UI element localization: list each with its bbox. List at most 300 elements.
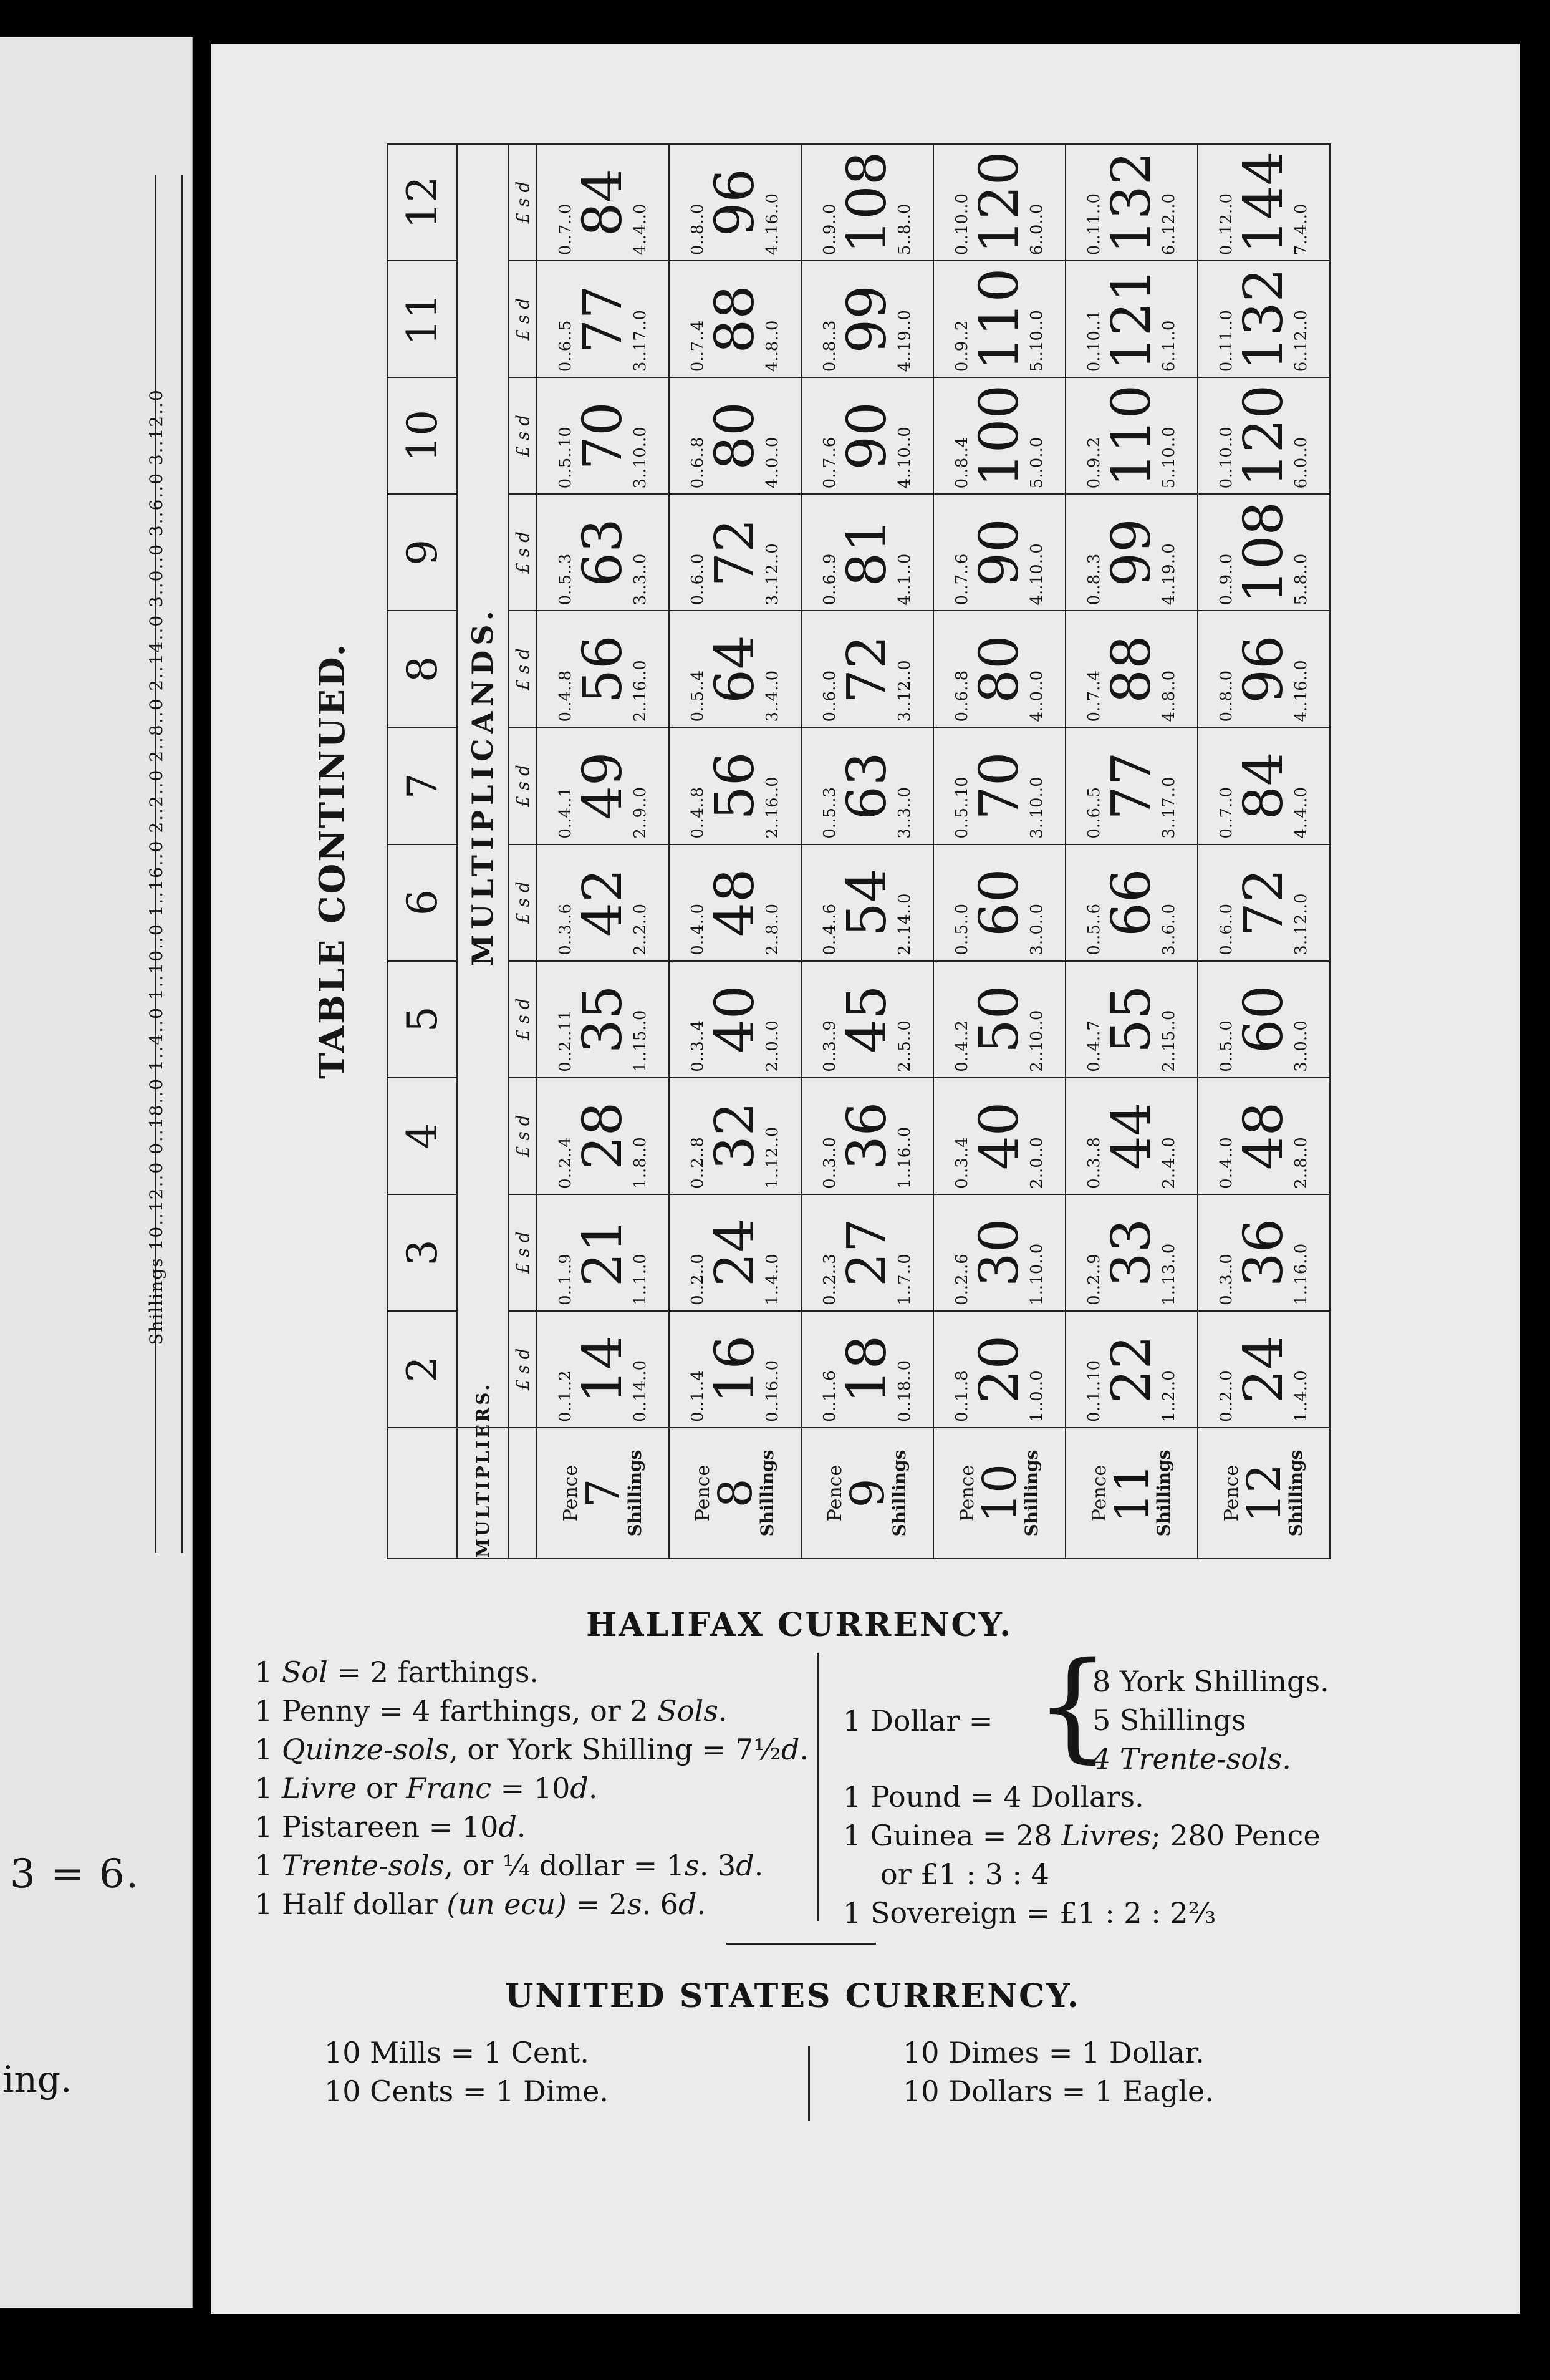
cell-big: 35 bbox=[571, 985, 634, 1053]
table-cell bbox=[1066, 728, 1198, 844]
column-header: 4 bbox=[387, 1078, 457, 1194]
cell-top: 0..7..6 bbox=[820, 437, 839, 489]
cell-big: 100 bbox=[968, 384, 1031, 487]
dollar-equivalent: 4 Trente-sols. bbox=[1092, 1742, 1291, 1776]
cell-bot: 3..3..0 bbox=[631, 553, 650, 606]
cell-big: 72 bbox=[1232, 868, 1295, 937]
cell-top: 0..10..0 bbox=[1216, 427, 1236, 489]
cell-bot: 4..8..0 bbox=[1160, 670, 1179, 722]
cell-bot: 6..0..0 bbox=[1028, 203, 1047, 256]
table-cell bbox=[1198, 1078, 1330, 1194]
shillings-label: Shillings bbox=[1153, 1449, 1174, 1537]
table-cell bbox=[669, 728, 801, 844]
cell-top: 0..6..8 bbox=[688, 437, 707, 489]
cell-big: 121 bbox=[1100, 268, 1163, 370]
unit-header: £ s d bbox=[508, 961, 537, 1078]
left-equation: 3 = 6. bbox=[10, 1851, 140, 1897]
cell-bot: 3..17..0 bbox=[631, 310, 650, 372]
cell-top: 0..3..4 bbox=[688, 1020, 707, 1072]
cell-bot: 3..3..0 bbox=[895, 786, 915, 839]
cell-big: 20 bbox=[968, 1335, 1031, 1404]
cell-top: 0..10..0 bbox=[952, 193, 971, 256]
cell-big: 50 bbox=[968, 985, 1031, 1053]
table-cell bbox=[933, 844, 1066, 961]
cell-top: 0..2..6 bbox=[952, 1254, 971, 1305]
cell-top: 0..2..4 bbox=[556, 1137, 575, 1189]
cell-big: 70 bbox=[571, 402, 634, 470]
cell-big: 90 bbox=[968, 518, 1031, 587]
cell-bot: 1..10..0 bbox=[1028, 1243, 1047, 1305]
table-cell bbox=[1066, 261, 1198, 377]
table-cell bbox=[801, 144, 933, 261]
unit-header: £ s d bbox=[508, 844, 537, 961]
unit-header: £ s d bbox=[508, 1311, 537, 1428]
table-cell bbox=[537, 261, 669, 377]
cell-big: 84 bbox=[1232, 752, 1295, 820]
cell-bot: 0..14..0 bbox=[631, 1360, 650, 1422]
cell-bot: 1..1..0 bbox=[631, 1254, 650, 1305]
us-item: 10 Mills = 1 Cent. bbox=[324, 2036, 589, 2069]
cell-bot: 1..0..0 bbox=[1028, 1370, 1047, 1422]
multiplication-table bbox=[387, 143, 1331, 1559]
cell-big: 18 bbox=[835, 1335, 898, 1404]
unit-header: £ s d bbox=[508, 1194, 537, 1311]
table-cell bbox=[1198, 261, 1330, 377]
cell-big: 45 bbox=[835, 985, 898, 1053]
cell-big: 32 bbox=[703, 1101, 766, 1171]
cell-bot: 2..0..0 bbox=[1028, 1137, 1047, 1189]
cell-bot: 1..4..0 bbox=[763, 1254, 782, 1305]
table-cell bbox=[669, 844, 801, 961]
cell-big: 81 bbox=[835, 518, 898, 587]
cell-top: 0..8..0 bbox=[1216, 670, 1236, 722]
cell-bot: 6..12..0 bbox=[1160, 193, 1179, 256]
table-cell bbox=[1066, 961, 1198, 1078]
pence-label: Pence bbox=[824, 1464, 846, 1522]
table-cell bbox=[1066, 611, 1198, 727]
table-cell bbox=[669, 1078, 801, 1194]
column-header: 11 bbox=[387, 261, 457, 377]
table-cell bbox=[801, 728, 933, 844]
cell-top: 0..6..0 bbox=[1216, 904, 1236, 955]
cell-bot: 4..0..0 bbox=[1028, 670, 1047, 722]
cell-bot: 5..10..0 bbox=[1028, 310, 1047, 372]
table-cell bbox=[1066, 1194, 1198, 1311]
left-page bbox=[0, 37, 193, 2308]
unit-header: £ s d bbox=[508, 728, 537, 844]
cell-top: 0..6..0 bbox=[820, 670, 839, 722]
cell-bot: 0..18..0 bbox=[895, 1360, 915, 1422]
cell-top: 0..6..8 bbox=[952, 670, 971, 722]
section-separator bbox=[726, 1943, 876, 1945]
cell-big: 49 bbox=[571, 752, 634, 820]
us-title: UNITED STATES CURRENCY. bbox=[505, 1977, 1081, 2015]
cell-big: 48 bbox=[703, 868, 766, 937]
cell-top: 0..5..0 bbox=[1216, 1020, 1236, 1072]
cell-top: 0..9..0 bbox=[1216, 553, 1236, 606]
cell-top: 0..6..0 bbox=[688, 553, 707, 606]
cell-top: 0..1..9 bbox=[556, 1254, 575, 1305]
unit-header: £ s d bbox=[508, 611, 537, 727]
us-item: 10 Dollars = 1 Eagle. bbox=[903, 2074, 1214, 2108]
cell-top: 0..4..7 bbox=[1084, 1020, 1104, 1072]
halifax-item: 1 Penny = 4 farthings, or 2 Sols. bbox=[254, 1694, 728, 1728]
cell-big: 84 bbox=[571, 168, 634, 237]
cell-big: 40 bbox=[703, 985, 766, 1053]
table-cell bbox=[1198, 144, 1330, 261]
cell-big: 24 bbox=[703, 1218, 766, 1287]
cell-bot: 6..12..0 bbox=[1292, 310, 1311, 372]
cell-big: 56 bbox=[571, 635, 634, 704]
halifax-item: 1 Half dollar (un ecu) = 2s. 6d. bbox=[254, 1887, 706, 1921]
multiplier-value: 10 bbox=[973, 1463, 1027, 1523]
table-cell bbox=[1066, 1311, 1198, 1428]
table-row bbox=[933, 144, 1066, 1559]
multiplier-value: 8 bbox=[709, 1478, 763, 1508]
cell-top: 0..6..9 bbox=[820, 553, 839, 606]
table-cell bbox=[1066, 844, 1198, 961]
cell-bot: 3..12..0 bbox=[1292, 893, 1311, 955]
cell-bot: 2..9..0 bbox=[631, 786, 650, 839]
cell-big: 132 bbox=[1100, 151, 1163, 254]
cell-big: 55 bbox=[1100, 985, 1163, 1053]
table-cell bbox=[933, 494, 1066, 611]
cell-top: 0..2..3 bbox=[820, 1254, 839, 1305]
cell-top: 0..8..3 bbox=[1084, 553, 1104, 606]
cell-top: 0..8..0 bbox=[688, 203, 707, 256]
cell-top: 0..5..3 bbox=[556, 553, 575, 606]
cell-bot: 2..16..0 bbox=[631, 660, 650, 722]
table-cell bbox=[1066, 494, 1198, 611]
cell-big: 36 bbox=[835, 1101, 898, 1171]
us-item: 10 Cents = 1 Dime. bbox=[324, 2074, 609, 2108]
multiplier-value: 12 bbox=[1238, 1463, 1291, 1523]
dollar-label: 1 Dollar = bbox=[843, 1704, 993, 1738]
cell-top: 0..2..11 bbox=[556, 1010, 575, 1072]
cell-bot: 2..2..0 bbox=[631, 904, 650, 955]
column-header: 10 bbox=[387, 377, 457, 494]
cell-bot: 1..16..0 bbox=[895, 1126, 915, 1189]
cell-top: 0..4..6 bbox=[820, 904, 839, 955]
cell-bot: 4..16..0 bbox=[763, 193, 782, 256]
cell-top: 0..9..2 bbox=[952, 320, 971, 372]
table-cell bbox=[933, 261, 1066, 377]
table-row bbox=[1066, 144, 1198, 1559]
column-header: 12 bbox=[387, 144, 457, 261]
cell-top: 0..8..3 bbox=[820, 320, 839, 372]
table-cell bbox=[1198, 377, 1330, 494]
multiplier-label bbox=[933, 1428, 1066, 1559]
cell-top: 0..3..0 bbox=[820, 1137, 839, 1189]
cell-big: 110 bbox=[1100, 384, 1163, 487]
cell-bot: 2..0..0 bbox=[763, 1020, 782, 1072]
cell-bot: 1..12..0 bbox=[763, 1126, 782, 1189]
cell-bot: 3..6..0 bbox=[1160, 904, 1179, 955]
table-cell bbox=[669, 611, 801, 727]
cell-top: 0..2..9 bbox=[1084, 1254, 1104, 1305]
left-word: ing. bbox=[2, 2058, 72, 2101]
cell-big: 132 bbox=[1232, 268, 1295, 370]
halifax-item: 1 Sol = 2 farthings. bbox=[254, 1655, 539, 1689]
cell-bot: 4..8..0 bbox=[763, 320, 782, 372]
unit-header: £ s d bbox=[508, 494, 537, 611]
shillings-label: Shillings bbox=[757, 1449, 777, 1537]
cell-big: 88 bbox=[1100, 635, 1163, 704]
table-cell bbox=[1198, 728, 1330, 844]
cell-big: 14 bbox=[571, 1335, 634, 1404]
cell-bot: 2..4..0 bbox=[1160, 1137, 1179, 1189]
cell-big: 36 bbox=[1232, 1218, 1295, 1287]
table-cell bbox=[933, 1078, 1066, 1194]
cell-top: 0..3..6 bbox=[556, 904, 575, 955]
us-item: 10 Dimes = 1 Dollar. bbox=[903, 2036, 1205, 2069]
multiplier-value: 7 bbox=[577, 1478, 630, 1508]
cell-bot: 2..15..0 bbox=[1160, 1010, 1179, 1072]
us-right-list bbox=[903, 2033, 1214, 2111]
cell-top: 0..5..6 bbox=[1084, 904, 1104, 955]
cell-bot: 3..10..0 bbox=[631, 427, 650, 489]
column-header: 9 bbox=[387, 494, 457, 611]
cell-big: 44 bbox=[1100, 1101, 1163, 1171]
dollar-brace: { bbox=[1035, 1637, 1110, 1774]
cell-top: 0..6..5 bbox=[1084, 786, 1104, 839]
cell-big: 16 bbox=[703, 1335, 766, 1404]
cell-bot: 5..0..0 bbox=[1028, 437, 1047, 489]
cell-big: 77 bbox=[571, 285, 634, 354]
cell-big: 60 bbox=[1232, 985, 1295, 1053]
shillings-label: Shillings bbox=[889, 1449, 910, 1537]
dollar-equivalent: 5 Shillings bbox=[1092, 1703, 1246, 1737]
table-cell bbox=[537, 961, 669, 1078]
cell-big: 108 bbox=[835, 151, 898, 254]
cell-big: 63 bbox=[571, 518, 634, 587]
table-corner bbox=[387, 1428, 457, 1559]
cell-top: 0..7..4 bbox=[1084, 670, 1104, 722]
multiplier-label bbox=[801, 1428, 933, 1559]
cell-bot: 4..1..0 bbox=[895, 553, 915, 606]
cell-bot: 3..0..0 bbox=[1028, 904, 1047, 955]
table-cell bbox=[669, 494, 801, 611]
cell-bot: 6..1..0 bbox=[1160, 320, 1179, 372]
cell-bot: 3..0..0 bbox=[1292, 1020, 1311, 1072]
table-cell bbox=[933, 1194, 1066, 1311]
halifax-item: or £1 : 3 : 4 bbox=[880, 1857, 1049, 1891]
table-cell bbox=[537, 1311, 669, 1428]
cell-top: 0..1..10 bbox=[1084, 1360, 1104, 1422]
table-cell bbox=[801, 377, 933, 494]
table-cell bbox=[801, 1078, 933, 1194]
table-cell bbox=[669, 377, 801, 494]
table-row bbox=[537, 144, 669, 1559]
pence-label: Pence bbox=[956, 1464, 978, 1522]
cell-big: 88 bbox=[703, 285, 766, 354]
table-cell bbox=[1198, 611, 1330, 727]
table-row bbox=[1198, 144, 1330, 1559]
multiplier-label bbox=[537, 1428, 669, 1559]
halifax-item: 1 Pound = 4 Dollars. bbox=[843, 1780, 1144, 1814]
dollar-equivalent: 8 York Shillings. bbox=[1092, 1665, 1329, 1698]
us-left-list bbox=[324, 2033, 609, 2111]
table-cell bbox=[1066, 1078, 1198, 1194]
cell-bot: 5..10..0 bbox=[1160, 427, 1179, 489]
cell-top: 0..3..8 bbox=[1084, 1137, 1104, 1189]
multiplier-value: 9 bbox=[841, 1478, 895, 1508]
cell-top: 0..9..0 bbox=[820, 203, 839, 256]
cell-top: 0..1..4 bbox=[688, 1370, 707, 1422]
table-cell bbox=[801, 844, 933, 961]
cell-bot: 7..4..0 bbox=[1292, 203, 1311, 256]
cell-bot: 4..19..0 bbox=[895, 310, 915, 372]
cell-top: 0..2..0 bbox=[688, 1254, 707, 1305]
multiplication-table-rotated bbox=[312, 143, 1322, 1559]
table-cell bbox=[537, 728, 669, 844]
table-cell bbox=[933, 611, 1066, 727]
cell-top: 0..4..8 bbox=[556, 670, 575, 722]
left-page-table-strip bbox=[146, 175, 183, 1553]
halifax-right-list bbox=[843, 1778, 1321, 1932]
cell-top: 0..5..4 bbox=[688, 670, 707, 722]
cell-bot: 3..17..0 bbox=[1160, 776, 1179, 839]
cell-top: 0..7..0 bbox=[1216, 786, 1236, 839]
cell-bot: 2..10..0 bbox=[1028, 1010, 1047, 1072]
cell-bot: 2..14..0 bbox=[895, 893, 915, 955]
cell-big: 22 bbox=[1100, 1335, 1163, 1404]
shillings-label: Shillings bbox=[625, 1449, 645, 1537]
table-cell bbox=[537, 611, 669, 727]
cell-top: 0..4..0 bbox=[688, 904, 707, 955]
cell-big: 30 bbox=[968, 1218, 1031, 1287]
pence-label: Pence bbox=[560, 1464, 582, 1522]
cell-big: 77 bbox=[1100, 752, 1163, 820]
cell-top: 0..9..2 bbox=[1084, 437, 1104, 489]
cell-big: 96 bbox=[703, 168, 766, 237]
column-header: 5 bbox=[387, 961, 457, 1078]
halifax-item: 1 Livre or Franc = 10d. bbox=[254, 1771, 598, 1805]
cell-top: 0..12..0 bbox=[1216, 193, 1236, 256]
cell-big: 24 bbox=[1232, 1335, 1295, 1404]
cell-big: 80 bbox=[968, 635, 1031, 704]
cell-big: 48 bbox=[1232, 1101, 1295, 1171]
halifax-item: 1 Sovereign = £1 : 2 : 2⅔ bbox=[843, 1896, 1216, 1930]
table-cell bbox=[801, 611, 933, 727]
cell-bot: 4..4..0 bbox=[631, 203, 650, 256]
table-cell bbox=[537, 1078, 669, 1194]
cell-top: 0..1..2 bbox=[556, 1370, 575, 1422]
table-cell bbox=[537, 494, 669, 611]
column-header: 2 bbox=[387, 1311, 457, 1428]
cell-big: 54 bbox=[835, 868, 898, 937]
cell-top: 0..4..0 bbox=[1216, 1137, 1236, 1189]
table-cell bbox=[537, 844, 669, 961]
halifax-item: 1 Guinea = 28 Livres; 280 Pence bbox=[843, 1819, 1321, 1852]
table-cell bbox=[1066, 144, 1198, 261]
cell-top: 0..8..4 bbox=[952, 437, 971, 489]
multiplier-label bbox=[669, 1428, 801, 1559]
cell-bot: 3..12..0 bbox=[895, 660, 915, 722]
table-cell bbox=[669, 144, 801, 261]
cell-top: 0..4..8 bbox=[688, 786, 707, 839]
cell-top: 0..2..8 bbox=[688, 1137, 707, 1189]
us-divider bbox=[808, 2046, 810, 2121]
cell-bot: 5..8..0 bbox=[1292, 553, 1311, 606]
cell-bot: 3..10..0 bbox=[1028, 776, 1047, 839]
table-cell bbox=[537, 377, 669, 494]
cell-big: 120 bbox=[1232, 384, 1295, 487]
cell-bot: 4..10..0 bbox=[1028, 543, 1047, 606]
cell-bot: 1..8..0 bbox=[631, 1137, 650, 1189]
cell-bot: 4..10..0 bbox=[895, 427, 915, 489]
table-cell bbox=[933, 1311, 1066, 1428]
cell-big: 108 bbox=[1232, 501, 1295, 604]
table-cell bbox=[933, 377, 1066, 494]
table-cell bbox=[933, 144, 1066, 261]
cell-bot: 4..4..0 bbox=[1292, 786, 1311, 839]
cell-big: 90 bbox=[835, 402, 898, 470]
table-cell bbox=[1198, 494, 1330, 611]
cell-top: 0..1..8 bbox=[952, 1370, 971, 1422]
cell-top: 0..4..1 bbox=[556, 786, 575, 839]
cell-bot: 1..2..0 bbox=[1160, 1370, 1179, 1422]
cell-top: 0..7..4 bbox=[688, 320, 707, 372]
multiplier-label bbox=[1198, 1428, 1330, 1559]
cell-bot: 4..16..0 bbox=[1292, 660, 1311, 722]
table-cell bbox=[1198, 1311, 1330, 1428]
table-cell bbox=[537, 1194, 669, 1311]
pence-label: Pence bbox=[692, 1464, 714, 1522]
table-cell bbox=[1198, 1194, 1330, 1311]
pence-label: Pence bbox=[1089, 1464, 1110, 1522]
cell-top: 0..5..10 bbox=[556, 427, 575, 489]
cell-big: 144 bbox=[1232, 151, 1295, 254]
cell-bot: 3..12..0 bbox=[763, 543, 782, 606]
cell-bot: 1..16..0 bbox=[1292, 1243, 1311, 1305]
cell-big: 56 bbox=[703, 752, 766, 820]
cell-bot: 5..8..0 bbox=[895, 203, 915, 256]
table-cell bbox=[801, 494, 933, 611]
cell-big: 70 bbox=[968, 752, 1031, 820]
cell-big: 28 bbox=[571, 1101, 634, 1171]
cell-bot: 2..5..0 bbox=[895, 1020, 915, 1072]
cell-top: 0..3..4 bbox=[952, 1137, 971, 1189]
cell-big: 66 bbox=[1100, 868, 1163, 937]
cell-big: 63 bbox=[835, 752, 898, 820]
cell-top: 0..11..0 bbox=[1216, 310, 1236, 372]
cell-big: 99 bbox=[1100, 518, 1163, 587]
table-cell bbox=[669, 1311, 801, 1428]
shillings-label: Shillings bbox=[1021, 1449, 1042, 1537]
cell-bot: 1..13..0 bbox=[1160, 1243, 1179, 1305]
dollar-equivalents bbox=[1092, 1662, 1329, 1778]
unit-header: £ s d bbox=[508, 377, 537, 494]
multipliers-label: MULTIPLIERS. bbox=[457, 1428, 508, 1559]
table-cell bbox=[537, 144, 669, 261]
cell-bot: 2..16..0 bbox=[763, 776, 782, 839]
table-cell bbox=[1066, 377, 1198, 494]
cell-big: 21 bbox=[571, 1218, 634, 1287]
multiplier-value: 11 bbox=[1105, 1463, 1159, 1523]
halifax-item: 1 Quinze-sols, or York Shilling = 7½d. bbox=[254, 1733, 809, 1766]
halifax-item: 1 Trente-sols, or ¼ dollar = 1s. 3d. bbox=[254, 1849, 764, 1882]
table-cell bbox=[801, 1311, 933, 1428]
cell-bot: 2..8..0 bbox=[763, 904, 782, 955]
cell-top: 0..5..10 bbox=[952, 776, 971, 839]
pence-label: Pence bbox=[1221, 1464, 1243, 1522]
cell-bot: 0..16..0 bbox=[763, 1360, 782, 1422]
halifax-divider bbox=[817, 1653, 819, 1921]
table-cell bbox=[801, 961, 933, 1078]
cell-bot: 2..8..0 bbox=[1292, 1137, 1311, 1189]
cell-big: 120 bbox=[968, 151, 1031, 254]
